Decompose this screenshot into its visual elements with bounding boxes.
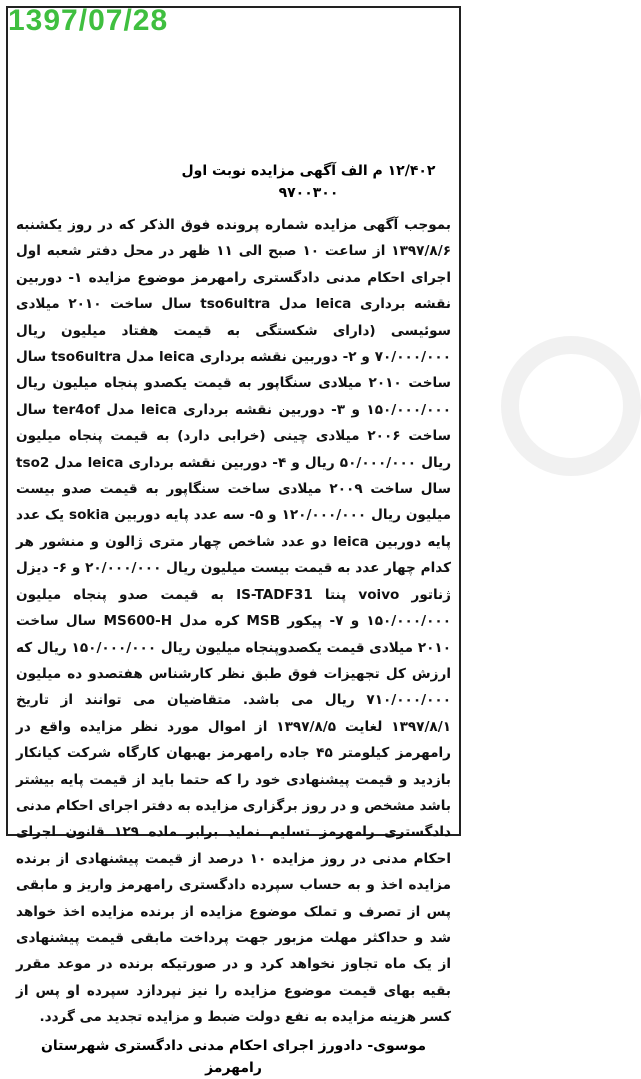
watermark-logo [501,336,641,476]
auction-notice [6,6,461,1076]
notice-body: بموجب آگهی مزایده شماره پرونده فوق الذکر که در روز یکشنبه ۱۳۹۷/۸/۶ از ساعت ۱۰ صبح الی ۱۱ ظهر در محل دفتر شعبه اول اجرای احکام مدنی دادگستری رامهرمز موضوع مزایده ۱- دوربین نقشه برداری leica مدل tso6ultra سال ساخت ۲۰۱۰ میلادی سوئیسی (دارای شکستگی به قیمت هفتاد میلیون ریال ۷۰/۰۰۰/۰۰۰ و ۲- دوربین نقشه برداری leica مدل tso6ultra سال ساخت ۲۰۱۰ میلادی سنگاپور به قیمت یکصدو پنجاه میلیون ریال ۱۵۰/۰۰۰/۰۰۰ و ۳- دوربین نقشه برداری leica مدل ter4of سال ساخت ۲۰۰۶ میلادی چینی (خرابی دارد) به قیمت پنجاه میلیون ریال ۵۰/۰۰۰/۰۰۰ ریال و ۴- دوربین نقشه برداری leica مدل tso2 سال ساخت ۲۰۰۹ میلادی ساخت سنگاپور به قیمت صدو بیست میلیون ریال ۱۲۰/۰۰۰/۰۰۰ و ۵- سه عدد پایه دوربین sokia یک عدد پایه دوربین leica دو عدد شاخص چهار متری ژالون و منشور هر کدام چهار عدد به قیمت بیست میلیون ریال ۲۰/۰۰۰/۰۰۰ و ۶- دیزل ژناتور voivo پنتا IS-TADF31 به قیمت صدو پنجاه میلیون ۱۵۰/۰۰۰/۰۰۰ و ۷- پیکور MSB کره مدل MS600-H سال ساخت ۲۰۱۰ میلادی قیمت یکصدوپنجاه میلیون ریال ۱۵۰/۰۰۰/۰۰۰ ریال که ارزش کل تجهیزات فوق طبق نظر کارشناس هفتصدو ده میلیون ۷۱۰/۰۰۰/۰۰۰ ریال می باشد. متقاضیان می توانند از تاریخ ۱۳۹۷/۸/۱ لغایت ۱۳۹۷/۸/۵ از اموال مورد نظر مزایده واقع در رامهرمز کیلومتر ۴۵ جاده رامهرمز بهبهان کارگاه شرکت کیانکار بازدید و قیمت پیشنهادی خود را که حتما باید از قیمت پایه بیشتر باشد مشخص و در روز برگزاری مزایده به دفتر اجرای احکام مدنی دادگستری رامهرمز تسلیم نماید برابر ماده ۱۲۹ قانون اجرای احکام مدنی در روز مزایده ۱۰ درصد از قیمت پیشنهادی از برنده مزایده اخذ و به حساب سپرده دادگستری رامهرمز واریز و مابقی پس از تصرف و تملک موضوع مزایده از برنده مزایده اخذ خواهد شد و حداکثر مهلت مزبور جهت پرداخت مابقی قیمت پیشنهادی از یک ماه تجاوز نخواهد کرد و در صورتیکه برنده در موعد مقرر بقیه بهای قیمت موضوع مزایده را نیز نپردازد سپرده او پس از کسر هزینه مزایده به نفع دولت ضبط و مزایده تجدید می گردد. [16,217,452,1026]
date-stamp: 1397/07/28 [8,4,169,37]
notice-signature: موسوی- دادورز اجرای احکام مدنی دادگستری شهرستان رامهرمز [40,1037,427,1076]
notice-heading: ۱۲/۴۰۲ م الف آگهی مزایده نوبت اول ۹۷۰۰۳۰۰ [181,163,436,201]
